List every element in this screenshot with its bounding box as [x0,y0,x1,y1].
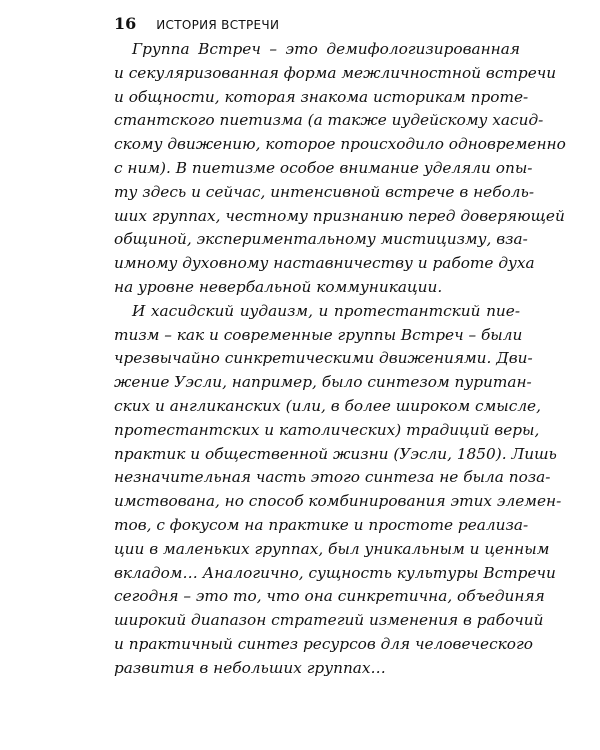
text-line: незначительная часть этого синтеза не была поза- [114,468,551,487]
text-line: скому движению, которое происходило одновременно [114,135,566,154]
text-line: ции в маленьких группах, был уникальным и ценным [114,539,550,558]
text-line: с ним). В пиетизме особое внимание уделяли опы- [114,158,533,177]
paragraph-1 [114,38,566,300]
text-line: широкий диапазон стратегий изменения в рабочий [114,611,544,630]
text-line: жение Уэсли, например, было синтезом пуритан- [114,373,532,392]
text-line: и практичный синтез ресурсов для человеческого [114,634,533,653]
text-line: развития в небольших группах… [114,658,386,677]
text-line: ших группах, честному признанию перед доверяющей [114,206,565,225]
text-line: тизм – как и современные группы Встреч – были [114,325,523,344]
text-line: имному духовному наставничеству и работе духа [114,254,535,273]
page-number: 16 [114,14,137,33]
running-head: ИСТОРИЯ ВСТРЕЧИ [156,18,280,32]
text-line: чрезвычайно синкретическими движениями. Дви- [114,349,533,368]
text-line: на уровне невербальной коммуникации. [114,277,443,296]
text-line: вкладом… Аналогично, сущность культуры Встречи [114,563,556,582]
body-text [114,38,566,681]
text-line: общиной, экспериментальному мистицизму, вза- [114,230,528,249]
text-line: ских и англиканских (или, в более широком смысле, [114,396,541,415]
text-line: И хасидский иудаизм, и протестантский пие- [132,301,520,320]
text-line: практик и общественной жизни (Уэсли, 1850). Лишь [114,444,557,463]
text-line: Группа Встреч – это демифологизированная [132,40,520,58]
text-line: сегодня – это то, что она синкретична, объединяя [114,587,545,606]
text-line: и секуляризованная форма межличностной встречи [114,63,557,82]
page-header [114,14,279,34]
text-line: тов, с фокусом на практике и простоте реализа- [114,515,529,534]
paragraph-2 [114,300,562,681]
text-line: стантского пиетизма (а также иудейскому хасид- [114,111,544,130]
text-line: протестантских и католических) традиций веры, [114,420,540,439]
text-line: имствована, но способ комбинирования этих элемен- [114,492,562,511]
text-line: ту здесь и сейчас, интенсивной встрече в неболь- [114,182,535,201]
text-line: и общности, которая знакома историкам проте- [114,87,529,106]
